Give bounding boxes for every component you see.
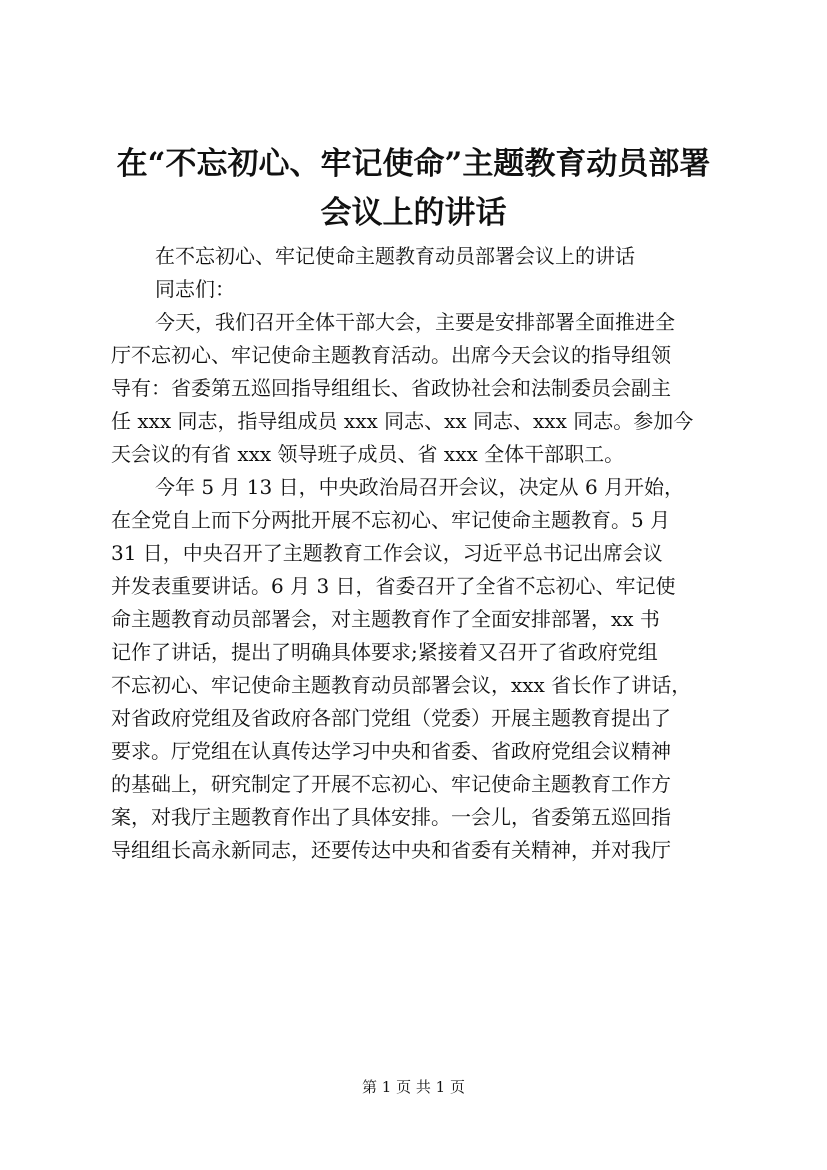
title-line-1: 在“不忘初心、牢记使命”主题教育动员部署	[116, 146, 711, 182]
subtitle-line: 在不忘初心、牢记使命主题教育动员部署会议上的讲话	[155, 244, 635, 268]
paragraph-2-line-6: 记作了讲话，提出了明确具体要求;紧接着又召开了省政府党组	[111, 640, 658, 664]
paragraph-2-line-4: 并发表重要讲话。6 月 3 日，省委召开了全省不忘初心、牢记使	[111, 574, 676, 598]
salutation-line: 同志们：	[155, 277, 235, 301]
paragraph-1-line-1: 今天，我们召开全体干部大会，主要是安排部署全面推进全	[155, 310, 675, 334]
document-body	[111, 240, 719, 867]
paragraph-2-line-3: 31 日，中央召开了主题教育工作会议，习近平总书记出席会议	[111, 541, 663, 565]
paragraph-2-line-5: 命主题教育动员部署会，对主题教育作了全面安排部署，xx 书	[111, 607, 660, 631]
paragraph-1-line-2: 厅不忘初心、牢记使命主题教育活动。出席今天会议的指导组领	[111, 343, 671, 367]
paragraph-1-line-4: 任 xxx 同志，指导组成员 xxx 同志、xx 同志、xxx 同志。参加今	[111, 409, 694, 433]
paragraph-1-line-5: 天会议的有省 xxx 领导班子成员、省 xxx 全体干部职工。	[111, 442, 625, 466]
paragraph-1-line-3: 导有：省委第五巡回指导组组长、省政协社会和法制委员会副主	[111, 376, 671, 400]
paragraph-2-line-8: 对省政府党组及省政府各部门党组（党委）开展主题教育提出了	[111, 706, 671, 730]
paragraph-2-line-10: 的基础上，研究制定了开展不忘初心、牢记使命主题教育工作方	[111, 772, 671, 796]
paragraph-2-line-11: 案，对我厅主题教育作出了具体安排。一会儿，省委第五巡回指	[111, 805, 671, 829]
paragraph-2-line-2: 在全党自上而下分两批开展不忘初心、牢记使命主题教育。5 月	[111, 508, 671, 532]
paragraph-2-line-12: 导组组长高永新同志，还要传达中央和省委有关精神，并对我厅	[111, 838, 671, 862]
paragraph-2-line-9: 要求。厅党组在认真传达学习中央和省委、省政府党组会议精神	[111, 739, 671, 763]
document-title	[90, 140, 737, 238]
page-footer: 第 1 页 共 1 页	[362, 1078, 465, 1096]
paragraph-2-line-1: 今年 5 月 13 日，中央政治局召开会议，决定从 6 月开始，	[155, 475, 685, 499]
paragraph-2-line-7: 不忘初心、牢记使命主题教育动员部署会议，xxx 省长作了讲话，	[111, 673, 692, 697]
title-line-2: 会议上的讲话	[320, 195, 507, 231]
